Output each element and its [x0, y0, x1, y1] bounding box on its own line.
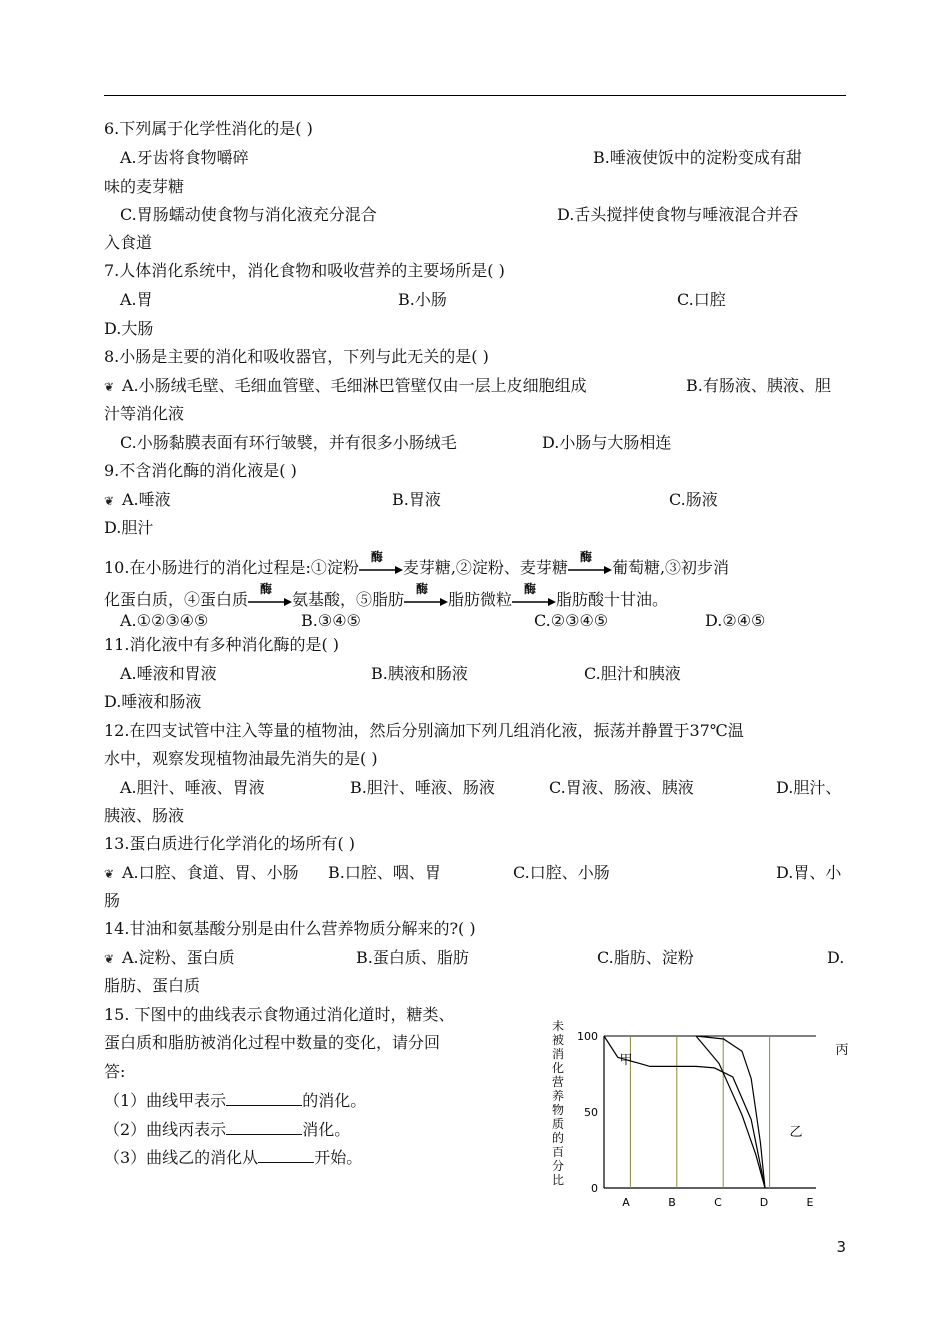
series-name-label: 乙 — [789, 1125, 803, 1140]
q9-option-a: A.唾液 — [122, 490, 171, 509]
q10-text-2: 麦芽糖,②淀粉、麦芽糖 — [402, 558, 568, 577]
q12-option-d: D.胆汁、 — [776, 778, 842, 797]
q7-option-b: B.小肠 — [398, 290, 447, 309]
q15-sub-2 — [104, 1118, 544, 1141]
mouse-mark-icon: ❦ — [104, 380, 115, 394]
q9-option-b: B.胃液 — [392, 490, 441, 509]
y-axis-label-char: 未 — [551, 1019, 565, 1033]
enzyme-arrow — [359, 549, 403, 576]
q6-option-c: C.胃肠蠕动使食物与消化液充分混合 — [120, 205, 377, 224]
enzyme-label: 酶 — [370, 549, 383, 564]
y-axis-label-char: 的 — [551, 1131, 565, 1145]
y-axis-label-char: 营 — [551, 1075, 565, 1089]
q14-option-c: C.脂肪、淀粉 — [597, 948, 694, 967]
y-tick-label: 0 — [591, 1182, 598, 1195]
y-axis-label-char: 分 — [551, 1159, 565, 1173]
header-rule — [104, 95, 846, 96]
q10-option-b: B.③④⑤ — [301, 611, 361, 630]
enzyme-label: 酶 — [416, 581, 429, 596]
x-category-label: C — [714, 1196, 722, 1209]
q13-line-ab — [104, 862, 849, 885]
q14-stem: 14.甘油和氨基酸分别是由什么营养物质分解来的?( ) — [104, 919, 476, 938]
q9-option-c: C.肠液 — [669, 490, 718, 509]
q15-line-1: 15. 下图中的曲线表示食物通过消化道时，糖类、 — [104, 1005, 455, 1024]
q15-blank-2[interactable] — [226, 1118, 302, 1135]
y-axis-label-char: 养 — [551, 1089, 565, 1103]
q10-text-7: 脂肪酸十甘油。 — [556, 590, 669, 609]
q11-option-a: A.唾液和胃液 — [120, 664, 217, 683]
q14-option-d: D. — [827, 948, 845, 967]
q8-option-b: B.有肠液、胰液、胆 — [686, 376, 831, 395]
q7-option-c: C.口腔 — [677, 290, 726, 309]
q13-option-c: C.口腔、小肠 — [513, 863, 610, 882]
mouse-mark-icon: ❦ — [104, 494, 115, 508]
y-axis-label-char: 质 — [551, 1117, 565, 1131]
q10-option-c: C.②③④⑤ — [534, 611, 609, 630]
q13-option-d-cont: 肠 — [104, 891, 121, 910]
q15-blank-1[interactable] — [226, 1089, 302, 1106]
series-line-3 — [696, 1036, 765, 1188]
q15-sub-3 — [104, 1146, 544, 1169]
q15-line-3: 答: — [104, 1062, 126, 1081]
x-category-label: A — [622, 1196, 630, 1209]
q6-option-b-cont: 味的麦芽糖 — [104, 177, 185, 196]
q15-sub-2-prefix: （2）曲线丙表示 — [104, 1120, 227, 1139]
q6-stem: 6.下列属于化学性消化的是( ) — [104, 119, 313, 138]
q7-option-a: A.胃 — [120, 290, 153, 309]
y-tick-label: 50 — [584, 1106, 598, 1119]
y-axis-label-char: 物 — [551, 1103, 565, 1117]
q14-option-a: A.淀粉、蛋白质 — [122, 948, 235, 967]
q8-option-d: D.小肠与大肠相连 — [542, 433, 672, 452]
series-line-2 — [696, 1036, 765, 1188]
q6-option-d-cont: 入食道 — [104, 233, 153, 252]
q8-option-a: A.小肠绒毛壁、毛细血管壁、毛细淋巴管壁仅由一层上皮细胞组成 — [122, 376, 587, 395]
q15-line-2: 蛋白质和脂肪被消化过程中数量的变化，请分回 — [104, 1033, 441, 1052]
q12-option-b: B.胆汁、唾液、肠液 — [350, 778, 495, 797]
enzyme-label: 酶 — [579, 549, 592, 564]
q9-stem: 9.不含消化酶的消化液是( ) — [104, 461, 297, 480]
series-name-label: 丙 — [835, 1043, 849, 1058]
q15-sub-1-suffix: 的消化。 — [302, 1091, 367, 1110]
q14-line-a — [104, 947, 849, 970]
q10-text-6: 脂肪微粒 — [448, 590, 513, 609]
q11-stem: 11.消化液中有多种消化酶的是( ) — [104, 635, 340, 654]
q15-sub-1-prefix: （1）曲线甲表示 — [104, 1091, 227, 1110]
y-axis-label-char: 消 — [551, 1047, 565, 1061]
enzyme-arrow — [404, 581, 448, 608]
q11-option-c: C.胆汁和胰液 — [584, 664, 681, 683]
enzyme-label: 酶 — [524, 581, 537, 596]
q8-option-c: C.小肠黏膜表面有环行皱襞，并有很多小肠绒毛 — [120, 433, 457, 452]
q6-option-a: A.牙齿将食物嚼碎 — [120, 148, 249, 167]
q7-option-d: D.大肠 — [104, 319, 154, 338]
x-category-label: B — [668, 1196, 676, 1209]
q15-sub-3-suffix: 开始。 — [314, 1148, 363, 1167]
x-category-label: E — [806, 1196, 814, 1209]
q12-option-d-cont: 胰液、肠液 — [104, 806, 185, 825]
q11-option-b: B.胰液和肠液 — [371, 664, 468, 683]
page-number: 3 — [836, 1238, 846, 1256]
q11-option-d: D.唾液和肠液 — [104, 692, 202, 711]
q10-line-1 — [104, 549, 849, 579]
enzyme-arrow — [512, 581, 556, 608]
q10-text-4: 化蛋白质，④蛋白质 — [104, 590, 249, 609]
y-axis-label-char: 化 — [551, 1061, 565, 1075]
enzyme-arrow — [248, 581, 292, 608]
q15-sub-3-prefix: （3）曲线乙的消化从 — [104, 1148, 259, 1167]
y-axis-label-char: 被 — [551, 1033, 565, 1047]
mouse-mark-icon: ❦ — [104, 867, 115, 881]
q14-option-d-cont: 脂肪、蛋白质 — [104, 976, 201, 995]
enzyme-arrow — [568, 549, 612, 576]
q10-text-1: 10.在小肠进行的消化过程是:①淀粉 — [104, 558, 359, 577]
q15-sub-2-suffix: 消化。 — [302, 1120, 351, 1139]
q12-option-a: A.胆汁、唾液、胃液 — [120, 778, 265, 797]
q13-option-a: A.口腔、食道、胃、小肠 — [122, 863, 299, 882]
digestion-curve-chart — [540, 1018, 849, 1218]
y-tick-label: 100 — [577, 1030, 598, 1043]
q13-stem: 13.蛋白质进行化学消化的场所有( ) — [104, 834, 356, 853]
q6-option-b: B.唾液使饭中的淀粉变成有甜 — [593, 148, 802, 167]
q15-sub-1 — [104, 1089, 544, 1112]
x-category-label: D — [759, 1196, 769, 1209]
q7-stem: 7.人体消化系统中，消化食物和吸收营养的主要场所是( ) — [104, 261, 505, 280]
q13-option-d: D.胃、小 — [776, 863, 842, 882]
y-axis-label-char: 比 — [551, 1173, 565, 1187]
q15-blank-3[interactable] — [258, 1146, 314, 1163]
q8-option-b-cont: 汁等消化液 — [104, 404, 185, 423]
q12-option-c: C.胃液、肠液、胰液 — [549, 778, 694, 797]
enzyme-label: 酶 — [260, 581, 273, 596]
q8-stem: 8.小肠是主要的消化和吸收器官，下列与此无关的是( ) — [104, 347, 489, 366]
q10-line-2 — [104, 581, 849, 611]
q10-text-5: 氨基酸，⑤脂肪 — [292, 590, 405, 609]
series-name-label: 甲 — [619, 1053, 633, 1068]
q10-option-d: D.②④⑤ — [705, 611, 766, 630]
q12-stem: 12.在四支试管中注入等量的植物油，然后分别滴加下列几组消化液，振荡并静置于37℃温 — [104, 721, 744, 740]
q10-text-3: 葡萄糖,③初步消 — [611, 558, 730, 577]
q6-option-d: D.舌头搅拌使食物与唾液混合并吞 — [557, 205, 799, 224]
q10-option-a: A.①②③④⑤ — [120, 611, 209, 630]
y-axis-label-char: 百 — [551, 1145, 565, 1159]
q14-option-b: B.蛋白质、脂肪 — [356, 948, 469, 967]
q9-line-a — [104, 489, 849, 512]
mouse-mark-icon: ❦ — [104, 952, 115, 966]
q13-option-b: B.口腔、咽、胃 — [328, 863, 441, 882]
q12-stem-cont: 水中，观察发现植物油最先消失的是( ) — [104, 749, 378, 768]
q9-option-d: D.胆汁 — [104, 518, 154, 537]
